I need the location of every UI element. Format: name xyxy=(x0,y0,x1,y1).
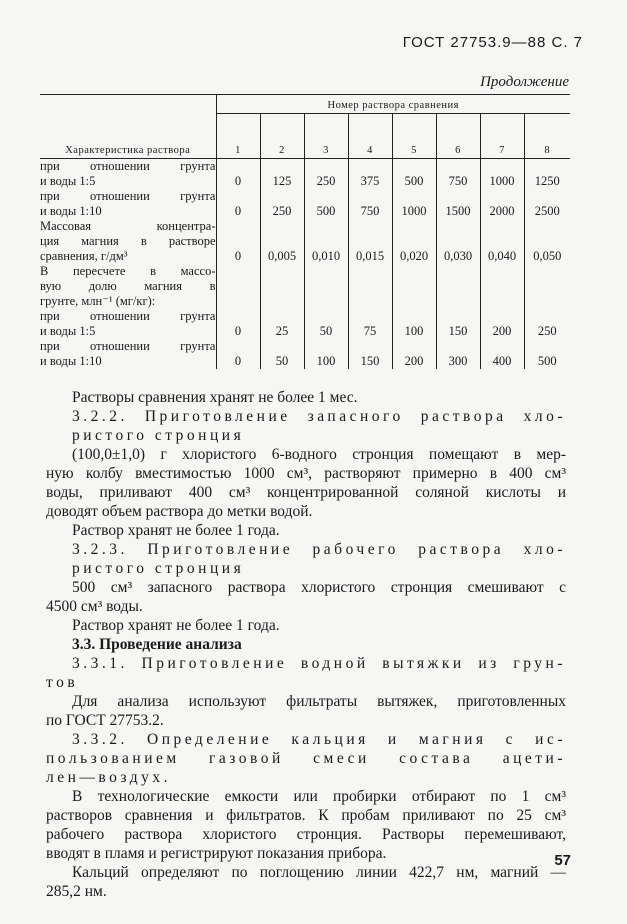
table-cell: 25 xyxy=(260,309,304,339)
paragraph: Для анализа используют фильтраты вытяжек, приготовленных xyxy=(72,693,566,710)
table-cell: 250 xyxy=(304,159,348,190)
table-cell xyxy=(524,264,570,309)
body-text xyxy=(46,388,566,901)
paragraph: ную колбу вместимостью 1000 см³, растворяют примерно в 400 см³ xyxy=(46,465,566,482)
table-cell xyxy=(348,264,392,309)
table-cell xyxy=(392,264,436,309)
section-title-text: 3.3. Проведение анализа xyxy=(72,636,242,653)
column-header: 1 xyxy=(216,114,260,159)
section-heading: 3.2.2. Приготовление запасного раствора хло- xyxy=(72,408,566,425)
paragraph: Кальций определяют по поглощению линии 422,7 нм, магний — xyxy=(72,864,566,881)
row-label: сравнения, г/дм³ xyxy=(40,249,128,263)
table-row xyxy=(40,219,570,234)
table-cell: 250 xyxy=(524,309,570,339)
table-cell: 0,015 xyxy=(348,219,392,264)
paragraph: растворов сравнения и фильтратов. К пробам приливают по 25 см³ xyxy=(46,807,566,824)
paragraph: вводят в пламя и регистрируют показания прибора. xyxy=(46,845,387,862)
table-cell: 0 xyxy=(216,189,260,219)
row-label: и воды 1:5 xyxy=(40,174,96,188)
table-cell: 750 xyxy=(436,159,480,190)
paragraph: воды, приливают 400 см³ концентрированной соляной кислоты и xyxy=(46,484,566,501)
table-cell xyxy=(304,264,348,309)
row-label: ция магния в растворе xyxy=(40,234,216,248)
table-cell: 750 xyxy=(348,189,392,219)
table-cell: 200 xyxy=(480,309,524,339)
section-heading: 3.3.2. Определение кальция и магния с ис- xyxy=(72,731,566,748)
table-cell xyxy=(436,264,480,309)
table-cell: 300 xyxy=(436,339,480,369)
section-heading: 3.2.3. Приготовление рабочего раствора хло- xyxy=(72,541,566,558)
table-cell: 125 xyxy=(260,159,304,190)
table-cell: 1000 xyxy=(392,189,436,219)
table-cell: 100 xyxy=(392,309,436,339)
paragraph: доводят объем раствора до метки водой. xyxy=(46,503,313,520)
table-cell: 0,030 xyxy=(436,219,480,264)
section-heading-cont: пользованием газовой смеси состава ацети- xyxy=(46,750,566,767)
table-cell: 150 xyxy=(348,339,392,369)
table-cell: 1500 xyxy=(436,189,480,219)
characteristic-header: Характеристика раствора xyxy=(40,95,216,159)
table-cell: 2000 xyxy=(480,189,524,219)
table-cell: 0 xyxy=(216,309,260,339)
row-label: и воды 1:5 xyxy=(40,324,96,338)
column-header: 8 xyxy=(524,114,570,159)
table-cell: 100 xyxy=(304,339,348,369)
section-heading-cont: ристого стронция xyxy=(72,560,245,577)
section-heading-cont: тов xyxy=(46,674,79,691)
column-header: 7 xyxy=(480,114,524,159)
table-cell: 1250 xyxy=(524,159,570,190)
table-cell: 2500 xyxy=(524,189,570,219)
row-label: при отношении грунта xyxy=(40,309,216,323)
table-row xyxy=(40,159,570,175)
row-label: вую долю магния в xyxy=(40,279,216,293)
table-cell: 0 xyxy=(216,339,260,369)
page-number: 57 xyxy=(554,852,571,869)
paragraph: Раствор хранят не более 1 года. xyxy=(72,617,280,634)
table-cell: 0,020 xyxy=(392,219,436,264)
table-cell: 500 xyxy=(304,189,348,219)
table-continuation-label: Продолжение xyxy=(480,74,569,90)
paragraph: 285,2 нм. xyxy=(46,883,107,900)
row-label: В пересчете в массо- xyxy=(40,264,216,278)
column-header: 5 xyxy=(392,114,436,159)
table-cell: 75 xyxy=(348,309,392,339)
table-cell xyxy=(260,264,304,309)
table-cell: 1000 xyxy=(480,159,524,190)
table-row xyxy=(40,309,570,324)
row-label: при отношении грунта xyxy=(40,339,216,353)
reference-solutions-table xyxy=(40,94,570,369)
paragraph: 500 см³ запасного раствора хлористого стронция смешивают с xyxy=(72,579,566,596)
table-row xyxy=(40,189,570,204)
row-label: и воды 1:10 xyxy=(40,354,102,368)
paragraph: рабочего раствора хлористого стронция. Растворы перемешивают, xyxy=(46,826,566,843)
table-cell: 0,050 xyxy=(524,219,570,264)
row-label: Массовая концентра- xyxy=(40,219,216,233)
table-cell: 0,005 xyxy=(260,219,304,264)
table-cell: 500 xyxy=(524,339,570,369)
paragraph: 4500 см³ воды. xyxy=(46,598,143,615)
table-cell: 200 xyxy=(392,339,436,369)
table-cell xyxy=(480,264,524,309)
paragraph: Раствор хранят не более 1 года. xyxy=(72,522,280,539)
table-row xyxy=(40,339,570,354)
table-cell: 50 xyxy=(260,339,304,369)
table-cell: 0,040 xyxy=(480,219,524,264)
table-cell: 375 xyxy=(348,159,392,190)
table-cell: 500 xyxy=(392,159,436,190)
column-header: 6 xyxy=(436,114,480,159)
table-row xyxy=(40,264,570,279)
row-label: грунте, млн⁻¹ (мг/кг): xyxy=(40,294,156,308)
table-cell: 250 xyxy=(260,189,304,219)
table-cell: 0 xyxy=(216,159,260,190)
column-header: 2 xyxy=(260,114,304,159)
table-body xyxy=(40,159,570,370)
section-heading: 3.3.1. Приготовление водной вытяжки из грун- xyxy=(72,655,566,672)
table-cell: 150 xyxy=(436,309,480,339)
paragraph: (100,0±1,0) г хлористого 6-водного стронция помещают в мер- xyxy=(72,446,566,463)
paragraph: Растворы сравнения хранят не более 1 мес. xyxy=(72,389,358,406)
table-cell xyxy=(216,264,260,309)
document-code: ГОСТ 27753.9—88 С. 7 xyxy=(402,34,583,51)
table-cell: 400 xyxy=(480,339,524,369)
table-cell: 50 xyxy=(304,309,348,339)
table-cell: 0,010 xyxy=(304,219,348,264)
table-cell: 0 xyxy=(216,219,260,264)
section-heading-cont: лен—воздух. xyxy=(46,769,171,786)
row-label: при отношении грунта xyxy=(40,159,216,173)
column-header: 4 xyxy=(348,114,392,159)
section-title xyxy=(72,635,566,654)
row-label: при отношении грунта xyxy=(40,189,216,203)
solution-number-header: Номер раствора сравнения xyxy=(216,95,570,114)
paragraph: В технологические емкости или пробирки отбирают по 1 см³ xyxy=(72,788,566,805)
paragraph: по ГОСТ 27753.2. xyxy=(46,712,164,729)
row-label: и воды 1:10 xyxy=(40,204,102,218)
section-heading-cont: ристого стронция xyxy=(72,427,245,444)
column-header: 3 xyxy=(304,114,348,159)
